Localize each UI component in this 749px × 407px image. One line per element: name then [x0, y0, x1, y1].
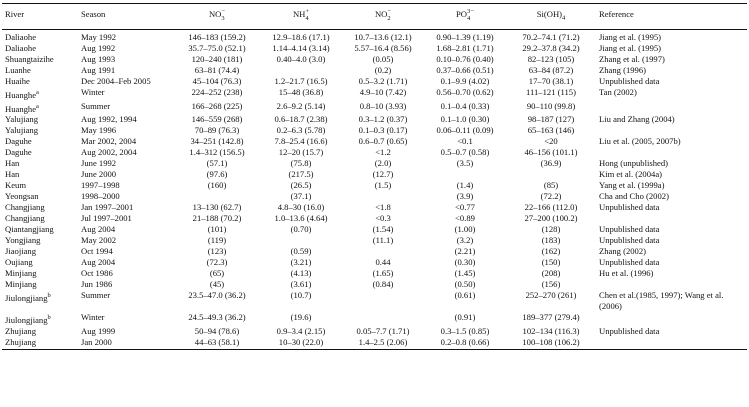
sioh4-cell: 29.2–37.8 (34.2) [522, 42, 580, 53]
table-row [2, 43, 747, 54]
no3-cell: 13–130 (62.7) [192, 202, 242, 213]
no2-cell: (0.05) [372, 53, 394, 64]
river-cell: Huaihe [5, 75, 30, 86]
nh4-cell: (0.70) [290, 224, 312, 235]
river-cell: Yeongsan [5, 191, 39, 202]
no3-cell: (101) [207, 224, 227, 235]
po4-cell: (1.45) [454, 268, 476, 279]
no3-cell: 224–252 (238) [191, 86, 243, 97]
season-cell: Summer [81, 290, 111, 301]
po4-cell: 0.90–1.39 (1.19) [436, 31, 494, 42]
nh4-cell: (10.7) [290, 290, 312, 301]
season-cell: May 1992 [81, 31, 117, 42]
table-row [2, 337, 747, 350]
sioh4-cell: (162) [541, 246, 561, 257]
reference-cell: Jiang et al. (1995) [599, 31, 662, 42]
no3-cell: 24.5–49.3 (36.2) [188, 312, 246, 323]
nh4-cell: 2.6–9.2 (5.14) [276, 100, 326, 111]
reference-cell: Unpublished data [599, 326, 660, 337]
reference-cell: Unpublished data [599, 224, 660, 235]
sioh4-cell: 65–163 (146) [527, 125, 575, 136]
nh4-cell: 0.2–6.3 (5.78) [276, 125, 326, 136]
river-cell: Zhujiang [2, 337, 78, 350]
nh4-header: NH + 4 [260, 4, 342, 30]
no2-cell: 0.6–0.7 (0.65) [358, 136, 408, 147]
no3-cell [174, 191, 260, 202]
no2-cell: 4.9–10 (7.42) [359, 86, 407, 97]
nh4-cell: (4.13) [290, 268, 312, 279]
nh4-cell: (19.6) [290, 312, 312, 323]
no3-cell: 45–104 (76.3) [192, 75, 242, 86]
po4-cell: (1.00) [454, 224, 476, 235]
no3-cell: (123) [207, 246, 227, 257]
table-row [2, 180, 747, 191]
sioh4-cell: 189–377 (279.4) [522, 312, 580, 323]
po4-cell: (1.4) [456, 180, 474, 191]
no3-cell: (160) [207, 180, 227, 191]
river-cell: Jiaojiang [5, 246, 37, 257]
table-row [2, 65, 747, 76]
no2-cell: (11.1) [372, 235, 394, 246]
no2-cell: <1.8 [375, 202, 391, 213]
table-row [2, 202, 747, 213]
po4-cell: <0.89 [455, 213, 475, 224]
reference-cell: Cha and Cho (2002) [599, 191, 669, 202]
no3-cell: 120–240 (181) [191, 53, 243, 64]
season-cell: June 1992 [81, 158, 117, 169]
season-cell: Summer [81, 100, 111, 111]
season-cell: Mar 2002, 2004 [81, 136, 137, 147]
no2-cell: 0.3–1.2 (0.37) [358, 114, 408, 125]
po4-cell: 0.3–1.5 (0.85) [440, 326, 490, 337]
no2-cell: (1.5) [374, 180, 392, 191]
nh4-cell [260, 65, 342, 76]
nh4-cell: 15–48 (36.8) [278, 86, 324, 97]
table-row [2, 235, 747, 246]
nh4-cell: (217.5) [288, 169, 314, 180]
season-cell: May 2002 [81, 235, 117, 246]
no3-cell: 34–251 (142.8) [190, 136, 244, 147]
table-row [2, 101, 747, 115]
river-cell: Huanghe$^a$ [5, 102, 39, 114]
sioh4-cell: 111–121 (115) [526, 86, 576, 97]
season-header: Season [78, 4, 174, 30]
no3-cell: 63–81 (74.4) [194, 64, 240, 75]
reference-cell: Zhang (2002) [599, 246, 647, 257]
table-row [2, 29, 747, 43]
river-cell: Han [5, 169, 20, 180]
river-cell: Han [5, 158, 20, 169]
river-cell: Oujiang [5, 257, 33, 268]
river-cell: Minjiang [5, 268, 37, 279]
sioh4-cell [506, 169, 596, 180]
river-cell: Changjiang [5, 213, 45, 224]
no2-cell: 0.1–0.3 (0.17) [358, 125, 408, 136]
no2-cell: <0.3 [375, 213, 391, 224]
season-cell: Oct 1986 [81, 268, 113, 279]
table-row [2, 125, 747, 136]
river-cell: Yalujiang [5, 125, 39, 136]
sioh4-cell: 82–123 (105) [527, 53, 575, 64]
nh4-cell: (3.61) [290, 279, 312, 290]
sioh4-cell: 102–134 (116.3) [522, 326, 580, 337]
po4-cell: (2.21) [454, 246, 476, 257]
po4-cell: (0.30) [454, 257, 476, 268]
reference-cell: Unpublished data [599, 235, 660, 246]
no2-cell: (0.84) [372, 279, 394, 290]
no2-cell [342, 290, 424, 312]
po4-cell: 0.1–9.9 (4.02) [440, 75, 490, 86]
po4-cell: (0.91) [454, 312, 476, 323]
po4-cell [424, 169, 506, 180]
nh4-cell: (75.8) [290, 158, 312, 169]
season-cell: Aug 1992, 1994 [81, 114, 137, 125]
no3-cell: 146–183 (159.2) [188, 31, 246, 42]
river-cell: Luanhe [5, 64, 31, 75]
reference-header: Reference [596, 4, 747, 30]
river-header: River [2, 4, 78, 30]
nh4-cell: 0.9–3.4 (2.15) [276, 326, 326, 337]
no3-cell: 44–63 (58.1) [174, 337, 260, 350]
reference-cell [596, 213, 747, 224]
table-row [2, 87, 747, 101]
nh4-cell: 1.14–4.14 (3.14) [272, 42, 330, 53]
reference-cell: Liu et al. (2005, 2007b) [599, 136, 681, 147]
river-cell: Yongjiang [5, 235, 41, 246]
river-cell: Minjiang [5, 279, 37, 290]
no2-cell: (2.0) [374, 158, 392, 169]
po4-cell: 0.1–1.0 (0.30) [440, 114, 490, 125]
table-row [2, 114, 747, 125]
no2-cell: (12.7) [372, 169, 394, 180]
po4-cell: (3.5) [456, 158, 474, 169]
sioh4-cell: (183) [541, 235, 561, 246]
river-cell: Jiulongjiang$^b$ [5, 292, 51, 304]
river-cell: Huanghe$^a$ [5, 88, 39, 100]
reference-cell: Kim et al. (2004a) [599, 169, 663, 180]
sioh4-cell: 252–270 (261) [525, 290, 577, 301]
reference-cell [596, 337, 747, 350]
no2-cell: 10.7–13.6 (12.1) [354, 31, 412, 42]
no2-cell: 5.57–16.4 (8.56) [354, 42, 412, 53]
no2-cell: 1.4–2.5 (2.06) [342, 337, 424, 350]
reference-cell: Unpublished data [599, 75, 660, 86]
table-row [2, 279, 747, 290]
po4-cell: 0.56–0.70 (0.62) [436, 86, 494, 97]
reference-cell: Tan (2002) [599, 86, 637, 97]
nh4-cell: 12.9–18.6 (17.1) [272, 31, 330, 42]
reference-cell [596, 279, 747, 290]
po4-cell: 0.06–0.11 (0.09) [436, 125, 494, 136]
table-row [2, 136, 747, 147]
no3-cell: (72.3) [206, 257, 228, 268]
no2-cell: 0.05–7.7 (1.71) [356, 326, 410, 337]
no3-cell: (57.1) [206, 158, 228, 169]
no3-cell: (97.6) [206, 169, 228, 180]
sioh4-cell: (36.9) [540, 158, 562, 169]
no2-cell [342, 191, 424, 202]
no3-cell: 1.4–312 (156.5) [189, 147, 245, 158]
reference-cell: Chen et al.(1985, 1997); Wang et al. (2006) [599, 290, 724, 312]
river-cell: Daliaohe [5, 42, 37, 53]
sioh4-cell: 98–187 (127) [527, 114, 575, 125]
table-row [2, 312, 747, 326]
season-cell: 1997–1998 [81, 180, 120, 191]
river-cell: Qiantangjiang [5, 224, 54, 235]
no2-cell: 0.8–10 (3.93) [359, 100, 407, 111]
po4-cell: <0.1 [457, 136, 473, 147]
no3-cell: 166–268 (225) [191, 100, 243, 111]
reference-cell: Jiang et al. (1995) [599, 42, 662, 53]
season-cell: Aug 1999 [81, 326, 116, 337]
reference-cell [596, 312, 747, 326]
table-row [2, 191, 747, 202]
reference-cell [596, 125, 747, 136]
no3-cell: 35.7–75.0 (52.1) [188, 42, 246, 53]
reference-cell [596, 101, 747, 115]
nh4-cell [260, 235, 342, 246]
season-cell: Jan 2000 [78, 337, 174, 350]
reference-cell: Zhang (1996) [599, 64, 647, 75]
no3-cell: 21–188 (70.2) [192, 213, 242, 224]
reference-cell [596, 147, 747, 158]
season-cell: Aug 1992 [81, 42, 116, 53]
river-cell: Changjiang [5, 202, 45, 213]
po4-cell: (3.2) [456, 235, 474, 246]
nh4-cell: 1.2–21.7 (16.5) [274, 75, 328, 86]
reference-cell: Liu and Zhang (2004) [599, 114, 675, 125]
no2-cell: (1.65) [372, 268, 394, 279]
season-cell: Winter [81, 86, 105, 97]
no3-cell: 23.5–47.0 (36.2) [188, 290, 246, 301]
no3-cell: 50–94 (78.6) [194, 326, 240, 337]
nh4-cell: 7.8–25.4 (16.6) [274, 136, 328, 147]
po4-cell: 1.68–2.81 (1.71) [436, 42, 494, 53]
nh4-cell: 4.8–30 (16.0) [277, 202, 325, 213]
season-cell: Aug 1991 [81, 64, 116, 75]
sioh4-cell: 27–200 (100.2) [524, 213, 578, 224]
season-cell: May 1996 [81, 125, 117, 136]
sioh4-cell: 70.2–74.1 (71.2) [522, 31, 580, 42]
reference-cell: Unpublished data [599, 202, 660, 213]
nh4-cell: (3.21) [290, 257, 312, 268]
season-cell: Dec 2004–Feb 2005 [81, 75, 151, 86]
reference-cell: Zhang et al. (1997) [599, 53, 665, 64]
no3-cell: 70–89 (76.3) [194, 125, 240, 136]
reference-cell: Hu et al. (1996) [599, 268, 654, 279]
table-body [2, 29, 747, 350]
season-cell: Aug 2002, 2004 [81, 147, 137, 158]
table-row [2, 268, 747, 279]
table-row [2, 158, 747, 169]
sioh4-cell: 46–156 (101.1) [524, 147, 578, 158]
table-row [2, 213, 747, 224]
table-row [2, 224, 747, 235]
po4-cell: 0.2–0.8 (0.66) [424, 337, 506, 350]
season-cell: June 2000 [81, 169, 117, 180]
po4-cell: 0.5–0.7 (0.58) [440, 147, 490, 158]
no2-cell: <1.2 [375, 147, 391, 158]
table-row [2, 326, 747, 337]
table-row [2, 54, 747, 65]
po4-cell: (3.9) [456, 191, 474, 202]
season-cell: Aug 2004 [81, 224, 116, 235]
season-cell: Aug 1993 [81, 53, 116, 64]
sioh4-cell: (72.2) [540, 191, 562, 202]
river-cell: Keum [5, 180, 27, 191]
po4-header: PO 3− 4 [424, 4, 506, 30]
nh4-cell: (37.1) [290, 191, 312, 202]
po4-cell: (0.61) [454, 290, 476, 301]
no3-header: NO − 3 [174, 4, 260, 30]
reference-cell: Yang et al. (1999a) [599, 180, 665, 191]
sioh4-cell: 100–108 (106.2) [506, 337, 596, 350]
table-row [2, 290, 747, 312]
sioh4-cell: <20 [544, 136, 558, 147]
season-cell: Winter [81, 312, 105, 323]
river-cell: Yalujiang [5, 114, 39, 125]
river-cell: Daguhe [5, 136, 32, 147]
sioh4-cell: (208) [541, 268, 561, 279]
season-cell: Jun 1986 [81, 279, 113, 290]
po4-cell: <0.77 [455, 202, 475, 213]
nh4-cell: (26.5) [290, 180, 312, 191]
sioh4-cell: 63–84 (87.2) [528, 64, 574, 75]
no3-cell: (119) [207, 235, 227, 246]
river-cell: Daliaohe [5, 31, 37, 42]
no2-cell: 0.44 [375, 257, 391, 268]
sioh4-cell: (85) [543, 180, 559, 191]
sioh4-cell: 17–70 (38.1) [528, 75, 574, 86]
po4-cell: (0.50) [454, 279, 476, 290]
river-cell: Daguhe [5, 147, 32, 158]
season-cell: Aug 2004 [81, 257, 116, 268]
no2-cell [342, 312, 424, 326]
nutrient-table [2, 3, 747, 350]
table-row [2, 257, 747, 268]
header-row [2, 4, 747, 30]
sioh4-header: $Si(OH)_4$ [506, 4, 596, 30]
table-row [2, 147, 747, 158]
river-cell: Zhujiang [5, 326, 37, 337]
river-cell: Jiulongjiang$^b$ [5, 314, 51, 326]
no3-cell: (45) [209, 279, 225, 290]
po4-cell: 0.37–0.66 (0.51) [436, 64, 494, 75]
river-cell: Shuangtaizihe [5, 53, 54, 64]
no2-cell: (0.2) [374, 64, 392, 75]
season-cell: 1998–2000 [81, 191, 120, 202]
nh4-cell: 0.6–18.7 (2.38) [274, 114, 328, 125]
nh4-cell: 1.0–13.6 (4.64) [274, 213, 328, 224]
no2-cell: 0.5–3.2 (1.71) [358, 75, 408, 86]
no2-header: NO − 2 [342, 4, 424, 30]
reference-cell: Hong (unpublished) [599, 158, 668, 169]
season-cell: Oct 1994 [81, 246, 113, 257]
table-row [2, 246, 747, 257]
no2-cell [342, 246, 424, 257]
no2-cell: (1.54) [372, 224, 394, 235]
table-row [2, 169, 747, 180]
sioh4-cell: (150) [541, 257, 561, 268]
po4-cell: 0.1–0.4 (0.33) [440, 100, 490, 111]
nh4-cell: 10–30 (22.0) [260, 337, 342, 350]
nh4-cell: 0.40–4.0 (3.0) [276, 53, 326, 64]
no3-cell: (65) [209, 268, 225, 279]
nh4-cell: (0.59) [290, 246, 312, 257]
sioh4-cell: (156) [541, 279, 561, 290]
po4-cell: 0.10–0.76 (0.40) [436, 53, 494, 64]
sioh4-cell: (128) [541, 224, 561, 235]
nh4-cell: 12–20 (15.7) [278, 147, 324, 158]
season-cell: Jan 1997–2001 [81, 202, 134, 213]
sioh4-cell: 22–166 (112.0) [524, 202, 578, 213]
no3-cell: 146–559 (268) [191, 114, 243, 125]
sioh4-cell: 90–110 (99.8) [526, 100, 576, 111]
table-row [2, 76, 747, 87]
season-cell: Jul 1997–2001 [81, 213, 132, 224]
reference-cell: Unpublished data [599, 257, 660, 268]
